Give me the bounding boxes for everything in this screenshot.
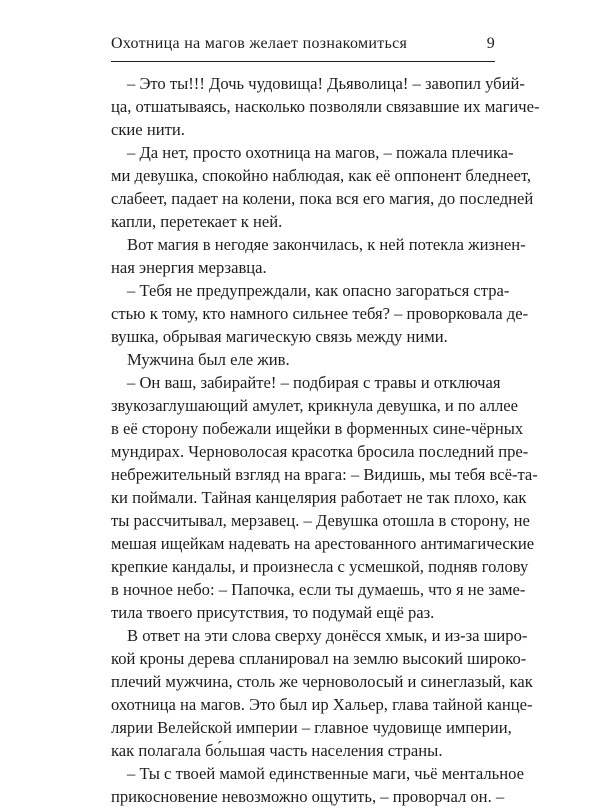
text-line: плечий мужчина, столь же черноволосый и синеглазый, как: [111, 672, 533, 691]
text-line: ная энергия мерзавца.: [111, 258, 267, 277]
text-line: – Это ты!!! Дочь чудовища! Дьяволица! – завопил убий-: [127, 74, 525, 93]
paragraph: [111, 371, 538, 624]
text-line: ские нити.: [111, 120, 185, 139]
running-header: [111, 35, 495, 57]
page-body: [111, 72, 540, 808]
text-line: Мужчина был еле жив.: [127, 350, 290, 369]
text-line: небрежительный взгляд на врага: – Видишь, мы тебя всё-та-: [111, 465, 538, 484]
text-line: В ответ на эти слова сверху донёсся хмык, и из-за широ-: [127, 626, 528, 645]
text-line: слабеет, падает на колени, пока вся его магия, до последней: [111, 189, 534, 208]
paragraph: [111, 624, 533, 762]
text-line: мундирах. Черноволосая красотка бросила последний пре-: [111, 442, 529, 461]
text-line: прикосновение невозможно ощутить, – проворчал он. –: [111, 787, 505, 806]
page-number: 9: [486, 35, 495, 52]
text-line: мешая ищейкам надевать на арестованного антимагические: [111, 534, 535, 553]
paragraph: [111, 72, 540, 141]
text-line: кой кроны дерева спланировал на землю высокий широко-: [111, 649, 527, 668]
text-line: Вот магия в негодяе закончилась, к ней потекла жизнен-: [127, 235, 526, 254]
running-title: Охотница на магов желает познакомиться: [111, 35, 408, 52]
text-line: – Он ваш, забирайте! – подбирая с травы и отключая: [127, 373, 501, 392]
text-line: ты рассчитывал, мерзавец. – Девушка отошла в сторону, не: [111, 511, 530, 530]
text-line: ми девушка, спокойно наблюдая, как её оппонент бледнеет,: [111, 166, 532, 185]
text-line: звукозаглушающий амулет, крикнула девушка, и по аллее: [111, 396, 519, 415]
text-line: тила твоего присутствия, то подумай ещё раз.: [111, 603, 435, 622]
text-line: вушка, обрывая магическую связь между ними.: [111, 327, 448, 346]
text-line: – Да нет, просто охотница на магов, – пожала плечика-: [127, 143, 514, 162]
text-line: лярии Велейской империи – главное чудовище империи,: [111, 718, 512, 737]
text-line: как полагала бо́льшая часть населения страны.: [111, 741, 443, 760]
text-line: в ночное небо: – Папочка, если ты думаешь, что я не заме-: [111, 580, 526, 599]
text-line: в её сторону побежали ищейки в форменных сине-чёрных: [111, 419, 524, 438]
paragraph: [111, 141, 534, 233]
text-line: крепкие кандалы, и произнесла с усмешкой, подняв голову: [111, 557, 529, 576]
text-line: – Ты с твоей мамой единственные маги, чьё ментальное: [127, 764, 524, 783]
text-line: ца, отшатываясь, насколько позволяли связавшие их магиче-: [111, 97, 540, 116]
text-line: – Тебя не предупреждали, как опасно загораться стра-: [127, 281, 510, 300]
text-line: капли, перетекает к ней.: [111, 212, 283, 231]
paragraph: [111, 762, 524, 808]
paragraph: [111, 233, 526, 279]
text-line: ки поймали. Тайная канцелярия работает не так плохо, как: [111, 488, 527, 507]
paragraph: [111, 279, 529, 348]
text-line: стью к тому, кто намного сильнее тебя? – проворковала де-: [111, 304, 529, 323]
header-rule: [111, 61, 495, 62]
paragraph: [111, 348, 495, 371]
text-line: охотница на магов. Это был ир Хальер, глава тайной канце-: [111, 695, 533, 714]
